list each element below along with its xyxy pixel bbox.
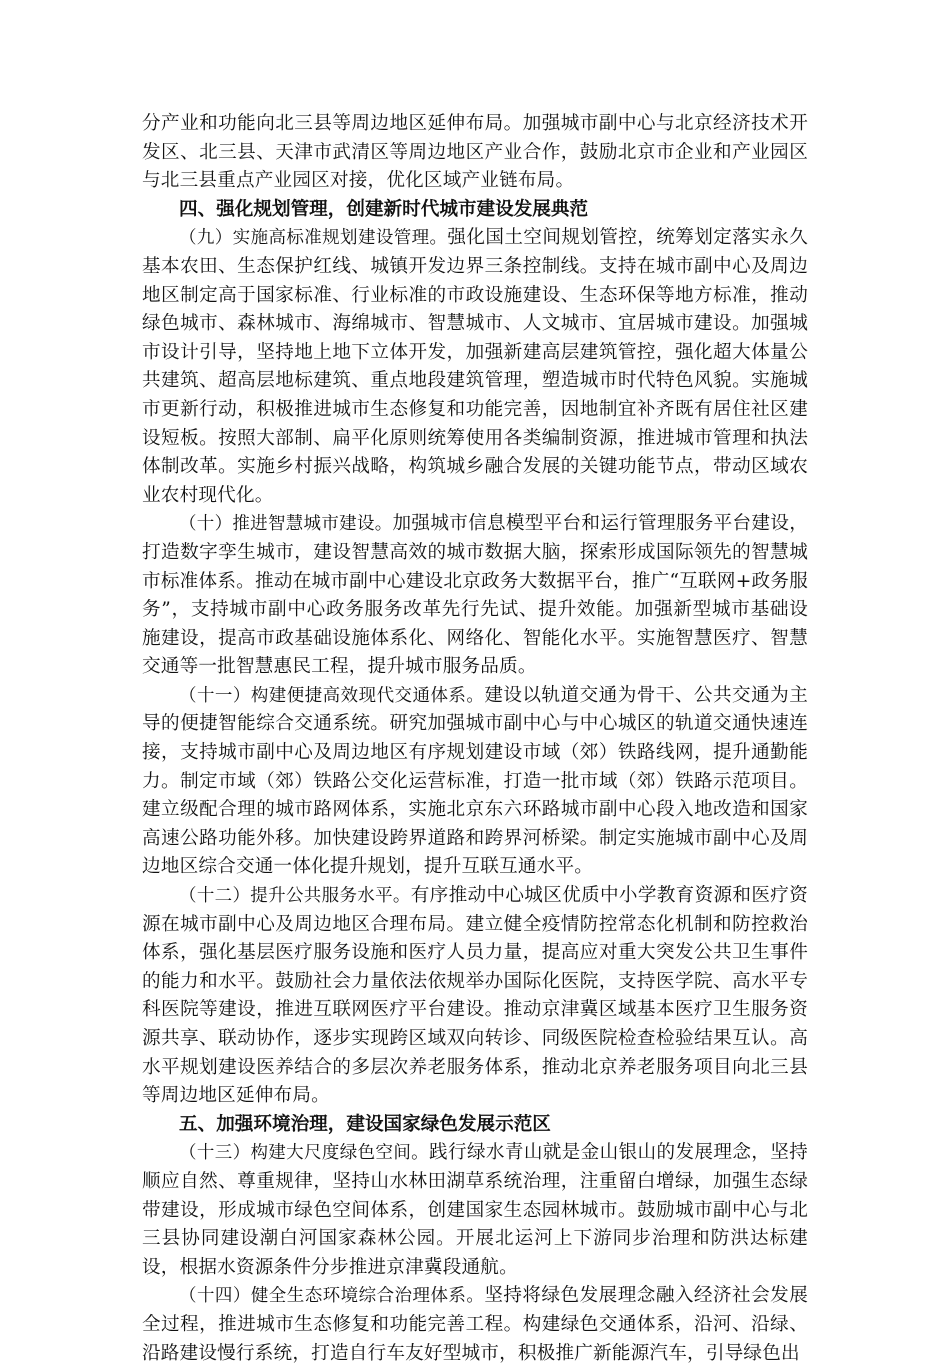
paragraph-text: 加强城市信息模型平台和运行管理服务平台建设，打造数字孪生城市，建设智慧高效的城市数据大脑，探索形成国际领先的智慧城市标准体系。推动在城市副中心建设北京政务大数据平台，推广“互联网+政务服务”，支持城市副中心政务服务改革先行先试、提升效能。加强新型城市基础设施建设，提高市政基础设施体系化、网络化、智能化水平。实施智慧医疗、智慧交通等一批智慧惠民工程，提升城市服务品质。 [142, 513, 808, 678]
paragraph-text: 有序推动中心城区优质中小学教育资源和医疗资源在城市副中心及周边地区合理布局。建立健全疫情防控常态化机制和防控救治体系，强化基层医疗服务设施和医疗人员力量，提高应对重大突发公共卫生事件的能力和水平。鼓励社会力量依法依规举办国际化医院，支持医学院、高水平专科医院等建设，推进互联网医疗平台建设。推动京津冀区域基本医疗卫生服务资源共享、联动协作，逐步实现跨区域双向转诊、同级医院检查检验结果互认。高水平规划建设医养结合的多层次养老服务体系，推动北京养老服务项目向北三县等周边地区延伸布局。 [142, 885, 808, 1107]
paragraph-continuation [142, 110, 808, 196]
paragraph-item-10 [142, 510, 808, 682]
paragraph-lead: （十一）构建便捷高效现代交通体系。 [179, 685, 485, 706]
paragraph-lead: （十四）健全生态环境综合治理体系。 [179, 1286, 485, 1307]
section-heading-4: 四、强化规划管理，创建新时代城市建设发展典范 [179, 198, 589, 220]
paragraph-text: 分产业和功能向北三县等周边地区延伸布局。加强城市副中心与北京经济技术开发区、北三县、天津市武清区等周边地区产业合作，鼓励北京市企业和产业园区与北三县重点产业园区对接，优化区域产业链布局。 [142, 113, 808, 192]
document-page [142, 110, 808, 1368]
paragraph-text: 建设以轨道交通为骨干、公共交通为主导的便捷智能综合交通系统。研究加强城市副中心与中心城区的轨道交通快速连接，支持城市副中心及周边地区有序规划建设市域（郊）铁路线网，提升通勤能力。制定市域（郊）铁路公交化运营标准，打造一批市域（郊）铁路示范项目。建立级配合理的城市路网体系，实施北京东六环路城市副中心段入地改造和国家高速公路功能外移。加快建设跨界道路和跨界河桥梁。制定实施城市副中心及周边地区综合交通一体化提升规划，提升互联互通水平。 [142, 684, 808, 878]
paragraph-item-9 [142, 224, 808, 510]
paragraph-text: 践行绿水青山就是金山银山的发展理念，坚持顺应自然、尊重规律，坚持山水林田湖草系统治理，注重留白增绿，加强生态绿带建设，形成城市绿色空间体系，创建国家生态园林城市。鼓励城市副中心与北三县协同建设潮白河国家森林公园。开展北运河上下游同步治理和防洪达标建设，根据水资源条件分步推进京津冀段通航。 [142, 1142, 808, 1278]
paragraph-lead: （十三）构建大尺度绿色空间。 [179, 1143, 430, 1164]
paragraph-lead: （九）实施高标准规划建设管理。 [179, 228, 448, 249]
paragraph-lead: （十）推进智慧城市建设。 [179, 514, 393, 535]
paragraph-text: 坚持将绿色发展理念融入经济社会发展全过程，推进城市生态修复和功能完善工程。构建绿色交通体系，沿河、沿绿、沿路建设慢行系统，打造自行车友好型城市，积极推广新能源汽车，引导绿色出 [142, 1285, 808, 1364]
section-heading-5: 五、加强环境治理，建设国家绿色发展示范区 [179, 1113, 551, 1135]
paragraph-item-13 [142, 1139, 808, 1282]
paragraph-item-14 [142, 1282, 808, 1368]
paragraph-lead: （十二）提升公共服务水平。 [179, 886, 411, 907]
paragraph-item-12 [142, 882, 808, 1111]
paragraph-text: 强化国土空间规划管控，统筹划定落实永久基本农田、生态保护红线、城镇开发边界三条控制线。支持在城市副中心及周边地区制定高于国家标准、行业标准的市政设施建设、生态环保等地方标准，推动绿色城市、森林城市、海绵城市、智慧城市、人文城市、宜居城市建设。加强城市设计引导，坚持地上地下立体开发，加强新建高层建筑管控，强化超大体量公共建筑、超高层地标建筑、重点地段建筑管理，塑造城市时代特色风貌。实施城市更新行动，积极推进城市生态修复和功能完善，因地制宜补齐既有居住社区建设短板。按照大部制、扁平化原则统筹使用各类编制资源，推进城市管理和执法体制改革。实施乡村振兴战略，构筑城乡融合发展的关键功能节点，带动区域农业农村现代化。 [142, 227, 808, 506]
paragraph-item-11 [142, 682, 808, 882]
